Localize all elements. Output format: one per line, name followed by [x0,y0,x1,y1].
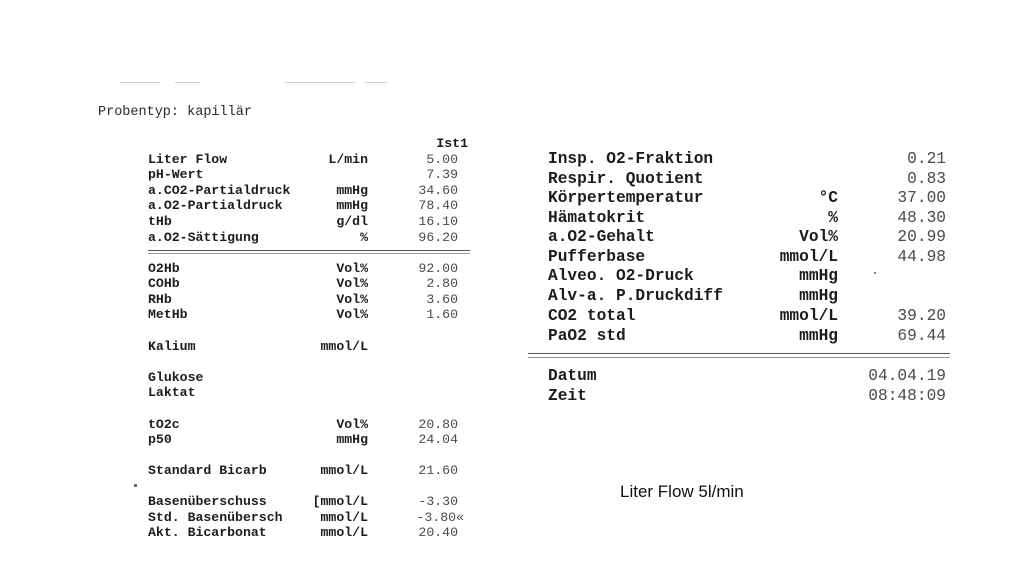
row-value: 78.40 [418,198,458,213]
row-value: -3.30 [418,494,458,509]
table-row [148,276,468,292]
caption-text: Liter Flow 5l/min [620,482,744,501]
column-header: Ist1 [436,136,468,151]
row-unit: mmol/L [779,307,838,325]
row-value: 1.60 [426,307,458,322]
row-value: 2.80 [426,276,458,291]
row-label: Insp. O2-Fraktion [548,150,714,168]
row-label: a.O2-Gehalt [548,228,655,246]
row-label: Alveo. O2-Druck [548,267,694,285]
table-row [548,307,948,327]
scan-artifact-line [175,82,200,83]
table-row [548,267,948,287]
row-label: O2Hb [148,261,180,276]
row-label: PaO2 std [548,327,626,345]
row-unit: mmHg [336,183,368,198]
table-row [148,261,468,277]
row-label: CO2 total [548,307,636,325]
table-row [548,327,948,347]
row-value: 34.60 [418,183,458,198]
row-label: Pufferbase [548,248,646,266]
row-unit: Vol% [799,228,838,246]
row-unit: mmol/L [320,510,368,525]
table-row [148,307,468,323]
row-unit: Vol% [336,417,368,432]
row-value: 20.40 [418,525,458,540]
row-label: Basenüberschuss [148,494,267,509]
row-unit: Vol% [336,276,368,291]
row-value: 69.44 [897,327,946,345]
table-row [148,432,468,448]
row-unit: mmHg [799,287,838,305]
row-label: Akt. Bicarbonat [148,525,267,540]
row-value: 20.99 [897,228,946,246]
table-row [548,387,948,407]
row-value: 3.60 [426,292,458,307]
table-row [548,367,948,387]
table-row [148,463,468,479]
row-unit: L/min [328,152,368,167]
table-row [148,510,468,526]
row-unit: % [828,209,838,227]
table-row [548,150,948,170]
row-value: 08:48:09 [868,387,946,405]
row-unit: mmol/L [779,248,838,266]
row-label: Glukose [148,370,204,385]
row-label: tHb [148,214,172,229]
scan-artifact-line [285,82,355,83]
table-row [148,230,468,246]
row-value: 39.20 [897,307,946,325]
separator-line [148,253,470,254]
table-row [148,417,468,433]
row-label: Laktat [148,385,196,400]
scan-artifact-line [120,82,160,83]
row-unit: mmHg [799,327,838,345]
table-row [148,525,468,541]
row-label: Hämatokrit [548,209,646,227]
row-value: 04.04.19 [868,367,946,385]
table-row [548,287,948,307]
separator-line [528,353,950,354]
row-unit: mmol/L [320,463,368,478]
table-row [148,152,468,168]
row-unit: g/dl [336,214,368,229]
row-value: 0.21 [907,150,946,168]
row-label: Std. Basenübersch [148,510,283,525]
row-unit: mmHg [336,198,368,213]
row-value: 16.10 [418,214,458,229]
row-label: Körpertemperatur [548,189,704,207]
row-value: 21.60 [418,463,458,478]
table-row [548,170,948,190]
row-label: Alv-a. P.Druckdiff [548,287,723,305]
row-value: 37.00 [897,189,946,207]
table-row [148,198,468,214]
row-label: a.O2-Sättigung [148,230,259,245]
row-unit: mmHg [336,432,368,447]
row-label: Liter Flow [148,152,228,167]
row-value: -3.80« [416,510,464,525]
row-unit: mmol/L [320,339,368,354]
separator-line [148,250,470,251]
row-value: 5.00 [426,152,458,167]
row-value: 48.30 [897,209,946,227]
row-unit: °C [818,189,838,207]
table-row [548,248,948,268]
separator-line [528,357,950,358]
row-label: RHb [148,292,172,307]
table-row [148,214,468,230]
scan-mark [134,484,137,487]
row-value: 96.20 [418,230,458,245]
row-label: Kalium [148,339,196,354]
row-value: 24.04 [418,432,458,447]
table-row [548,228,948,248]
row-unit: [mmol/L [312,494,368,509]
row-unit: Vol% [336,307,368,322]
row-label: MetHb [148,307,188,322]
row-label: Standard Bicarb [148,463,267,478]
row-label: pH-Wert [148,167,204,182]
row-label: p50 [148,432,172,447]
row-label: Datum [548,367,597,385]
row-value: 44.98 [897,248,946,266]
scan-artifact-line [365,82,387,83]
table-row [548,189,948,209]
row-unit: mmHg [799,267,838,285]
row-unit: mmol/L [320,525,368,540]
row-label: Respir. Quotient [548,170,704,188]
row-value: 7.39 [426,167,458,182]
row-unit: % [360,230,368,245]
row-value: 92.00 [418,261,458,276]
table-row [148,339,468,355]
table-row [148,385,468,401]
row-value: 0.83 [907,170,946,188]
table-row [148,292,468,308]
row-value: 20.80 [418,417,458,432]
table-row [148,370,468,386]
row-unit: Vol% [336,292,368,307]
row-label: COHb [148,276,180,291]
row-label: a.CO2-Partialdruck [148,183,291,198]
row-label: tO2c [148,417,180,432]
table-row [148,167,468,183]
row-label: a.O2-Partialdruck [148,198,283,213]
table-row [148,183,468,199]
row-unit: Vol% [336,261,368,276]
table-row [548,209,948,229]
row-label: Zeit [548,387,587,405]
sample-type-label: Probentyp: kapillär [98,105,252,120]
table-row [148,494,468,510]
